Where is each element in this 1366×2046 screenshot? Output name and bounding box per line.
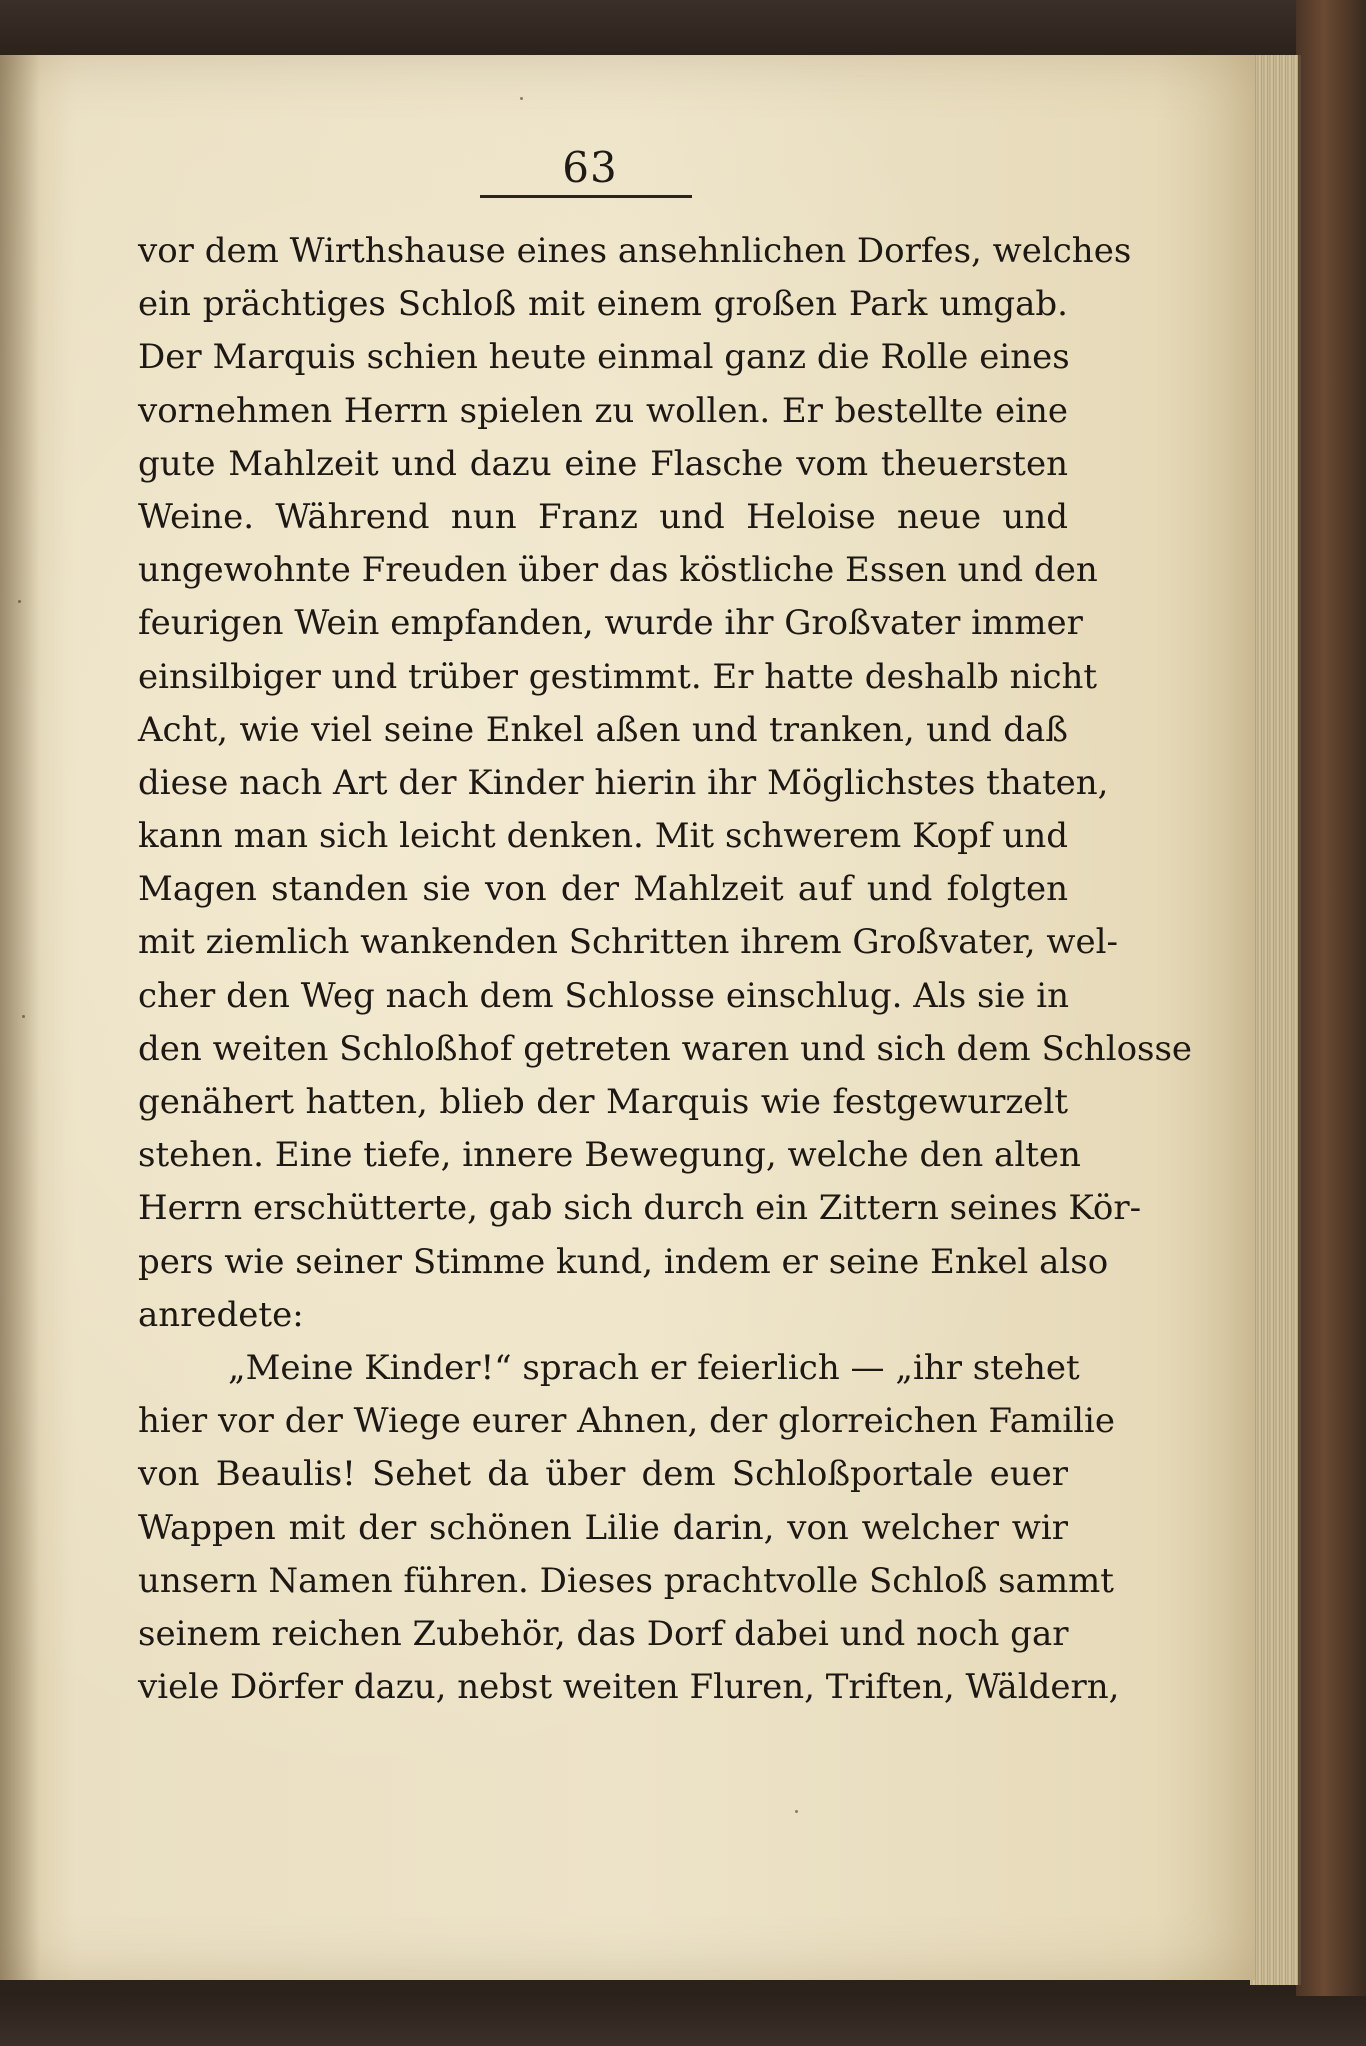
text-line: von Beaulis! Sehet da über dem Schloßportale euer [138,1454,1068,1495]
text-line: pers wie seiner Stimme kund, indem er seine Enkel also [138,1241,1109,1282]
text-line: vor dem Wirthshause eines ansehnlichen Dorfes, welches [138,231,1132,271]
text-line: einsilbiger und trüber gestimmt. Er hatte deshalb nicht [138,656,1098,697]
text-line: gute Mahlzeit und dazu eine Flasche vom theuersten [138,443,1068,484]
text-line: den weiten Schloßhof getreten waren und sich dem Schlosse [138,1028,1193,1069]
text-line: cher den Weg nach dem Schlosse einschlug. Als sie in [138,975,1069,1016]
text-line: vornehmen Herrn spielen zu wollen. Er bestellte eine [138,390,1068,431]
book-page [0,55,1255,1980]
text-line: unsern Namen führen. Dieses prachtvolle Schloß sammt [138,1560,1114,1601]
text-line: Herrn erschütterte, gab sich durch ein Zittern seines Kör- [138,1188,1142,1229]
paper-speck [18,600,21,603]
text-line: Der Marquis schien heute einmal ganz die Rolle eines [138,337,1070,378]
text-line: mit ziemlich wankenden Schritten ihrem Großvater, wel- [138,922,1118,963]
text-line: diese nach Art der Kinder hierin ihr Möglichstes thaten, [138,762,1109,803]
text-line: viele Dörfer dazu, nebst weiten Fluren, Triften, Wäldern, [138,1667,1120,1708]
paper-speck [795,1810,798,1813]
text-line: stehen. Eine tiefe, innere Bewegung, welche den alten [138,1135,1081,1176]
text-line: feurigen Wein empfanden, wurde ihr Großvater immer [138,603,1083,644]
page-number: 63 [562,143,618,192]
text-line: Wappen mit der schönen Lilie darin, von welcher wir [138,1507,1068,1548]
text-line: ein prächtiges Schloß mit einem großen Park umgab. [138,284,1068,325]
text-line: Acht, wie viel seine Enkel aßen und tranken, und daß [138,709,1068,750]
book-cover-bottom-edge [0,1996,1366,2046]
body-text [138,225,1193,1714]
book-cover-right-edge [1296,0,1366,2046]
header-rule [480,195,692,198]
page-stack-edges [1250,55,1301,1985]
text-line: ungewohnte Freuden über das köstliche Essen und den [138,550,1098,591]
text-line: Magen standen sie von der Mahlzeit auf und folgten [138,869,1068,910]
spine-shadow [0,55,40,1980]
paper-speck [22,1015,25,1018]
text-line: genähert hatten, blieb der Marquis wie festgewurzelt [138,1082,1068,1122]
paper-speck [520,97,523,100]
text-line: anredete: [138,1294,304,1335]
text-line: „Meine Kinder!“ sprach er feierlich — „ihr stehet [228,1347,1080,1388]
book-cover-top-edge [0,0,1366,55]
text-line: kann man sich leicht denken. Mit schwerem Kopf und [138,816,1068,857]
text-line: hier vor der Wiege eurer Ahnen, der glorreichen Familie [138,1401,1115,1442]
text-line: seinem reichen Zubehör, das Dorf dabei und noch gar [138,1613,1069,1654]
text-line: Weine. Während nun Franz und Heloise neue und [138,496,1068,537]
